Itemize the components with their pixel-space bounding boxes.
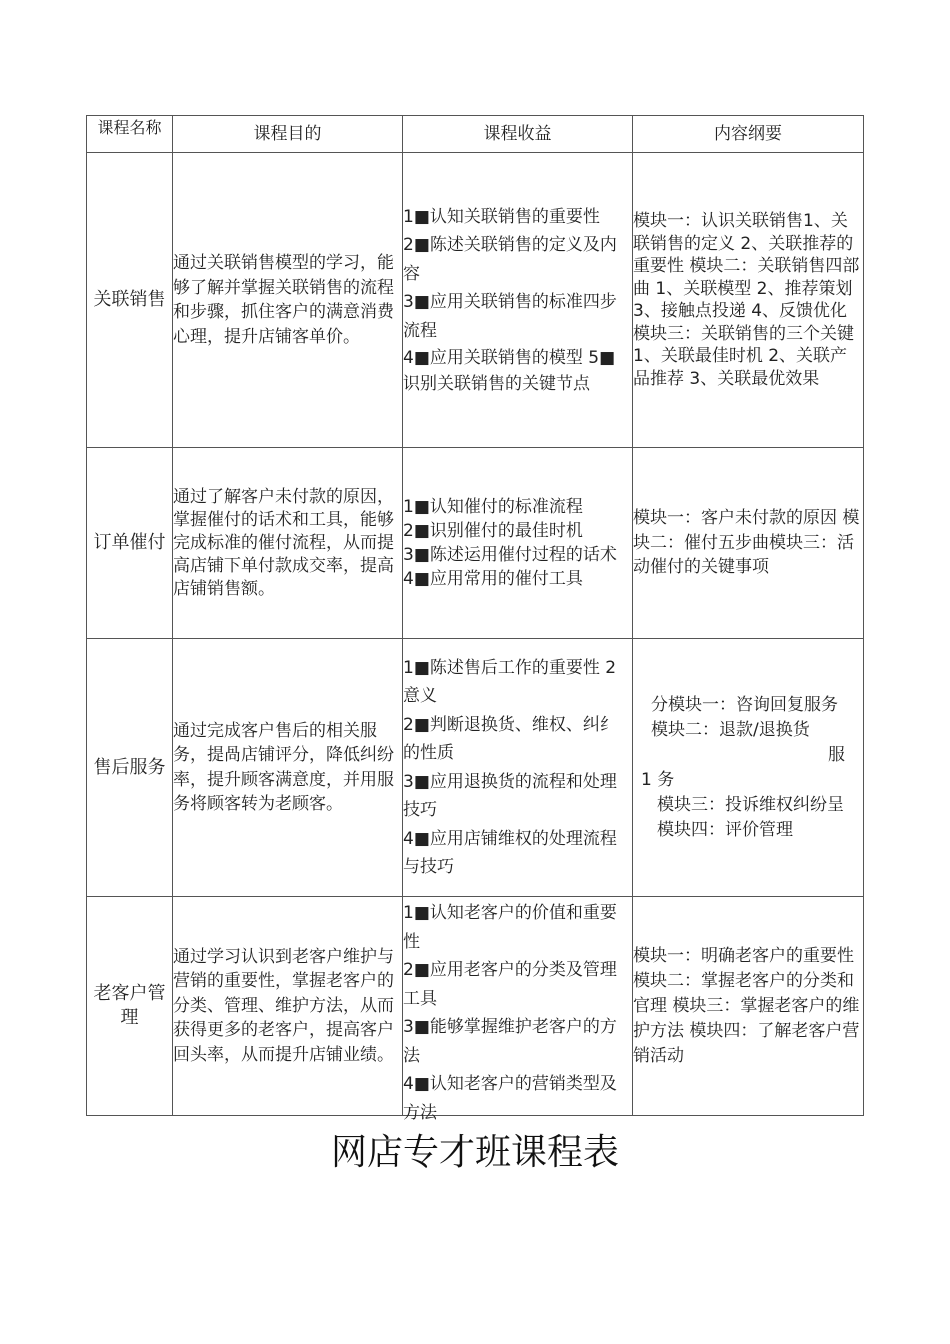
course-goal: 通过学习认识到老客户维护与营销的重要性，掌握老客户的分类、管理、维护方法，从而获得更多的老客户，提高客户回头率，从而提升店铺业绩。	[173, 897, 403, 1116]
course-name: 售后服务	[87, 639, 173, 897]
gain-item: 1■认知催付的标准流程	[403, 497, 583, 517]
course-table	[86, 115, 864, 1123]
gain-item: 3■陈述运用催付过程的话术	[403, 545, 617, 565]
gain-item: 3■应用关联销售的标准四步流程	[403, 292, 617, 341]
gain-item: 3■能够掌握维护老客户的方法	[403, 1017, 617, 1066]
outline-line: 模块三：投诉维权纠纷呈模块四：评价管理	[657, 794, 844, 840]
course-gain	[403, 897, 633, 1123]
gain-item: 2■陈述关联销售的定义及内容	[403, 235, 617, 284]
course-goal: 通过完成客户售后的相关服务，提咼店铺评分，降低纠纷率，提升顾客满意度，并用服务将顾客转为老顾客。	[173, 639, 403, 897]
gain-item: 1■认知老客户的价值和重要性	[403, 903, 617, 952]
course-name: 关联销售	[87, 153, 173, 448]
table-row	[87, 639, 864, 897]
gain-item: 2■识别催付的最佳时机	[403, 521, 583, 541]
outline-line: 分模块一：咨询回复服务模块二：退款/退换货	[651, 694, 838, 740]
outline-line: 1 务	[641, 769, 675, 790]
gain-item: 1■认知关联销售的重要性	[403, 206, 600, 227]
gain-item: 4■应用常用的催付工具	[403, 569, 583, 589]
gain-item: 4■应用店铺维权的处理流程与技巧	[403, 828, 617, 877]
course-goal: 通过了解客户未付款的原因，掌握催付的话术和工具，能够完成标准的催付流程，从而提高店铺下单付款成交率，提高店铺销售额。	[173, 448, 403, 639]
gain-item: 1■陈述售后工作的重要性 2 意义	[403, 657, 622, 706]
gain-item: 4■认知老客户的营销类型及方法	[403, 1074, 617, 1123]
course-gain	[403, 153, 633, 448]
table-row	[87, 448, 864, 639]
document-title: 网店专才班课程表	[330, 1132, 619, 1173]
header-course-gain: 课程收益	[403, 116, 633, 153]
gain-item: 3■应用退换货的流程和处理技巧	[403, 771, 617, 820]
table-row	[87, 153, 864, 448]
gain-item: 2■应用老客户的分类及管理工具	[403, 960, 617, 1009]
table-header-row	[87, 116, 864, 153]
course-gain	[403, 639, 633, 897]
course-gain	[403, 448, 633, 639]
content-outline: 模块一：明确老客户的重要性 模块二：掌握老客户的分类和官理 模块三：掌握老客户的维护方法 模块四：了解老客户营销活动	[633, 897, 864, 1116]
content-outline	[633, 639, 864, 897]
header-course-name: 课程名称	[87, 116, 173, 153]
header-course-goal: 课程目的	[173, 116, 403, 153]
content-outline: 模块一：认识关联销售1、关联销售的定义 2、关联推荐的重要性 模块二：关联销售四部曲 1、关联模型 2、推荐策划 3、接触点投递 4、反馈优化 模块三：关联销售的三个关键 1、关联最佳时机 2、关联产品推荐 3、关联最优效果	[633, 153, 864, 448]
course-name: 老客户管理	[87, 897, 173, 1116]
table-row	[87, 897, 864, 1116]
course-name: 订单催付	[87, 448, 173, 639]
gain-item: 4■应用关联销售的模型 5■识别关联销售的关键节点	[403, 348, 616, 395]
content-outline: 模块一：客户未付款的原因 模块二：催付五步曲模块三：活动催付的关键事项	[633, 448, 864, 639]
gain-item: 2■判断退换货、维权、纠纟 的性质	[403, 714, 623, 763]
course-goal: 通过关联销售模型的学习，能够了解并掌握关联销售的流程和步骤，抓住客户的满意消费心理，提升店铺客单价。	[173, 153, 403, 448]
outline-line: 服	[828, 744, 845, 765]
header-content-outline: 内容纲要	[633, 116, 864, 153]
